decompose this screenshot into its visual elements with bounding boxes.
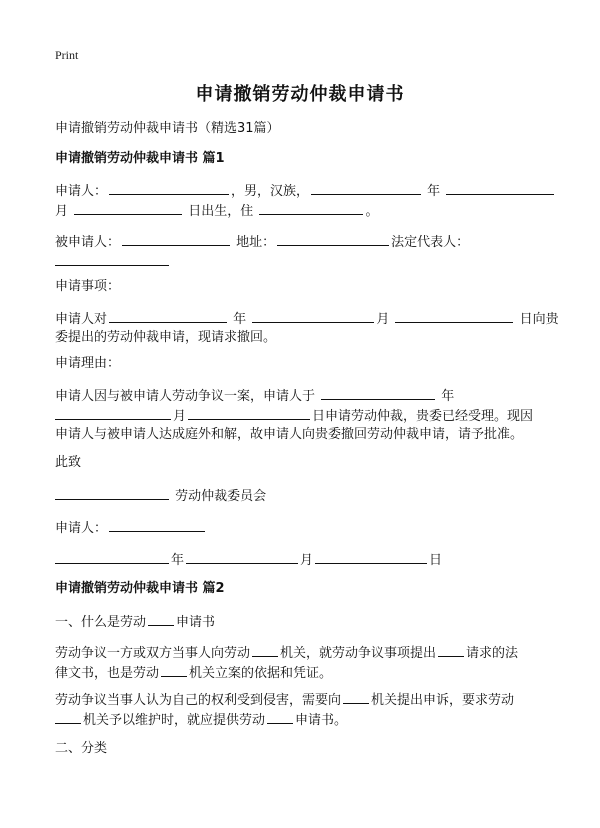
signature-line	[55, 518, 207, 538]
blank-line	[109, 518, 205, 532]
sign-label: 申请人：	[55, 521, 108, 536]
respondent-label: 被申请人：	[55, 235, 121, 250]
gender-ethnicity-text: ，男，汉族，	[231, 184, 310, 199]
point-text: 一、什么是劳动	[55, 615, 147, 630]
reason-text: 申请人因与被申请人劳动争议一案，申请人于	[55, 389, 316, 404]
para-text: 机关予以维护时，就应提供劳动	[83, 713, 266, 728]
blank-line	[188, 406, 310, 420]
para2-line-2	[55, 710, 347, 730]
blank-line	[186, 550, 298, 564]
month-label: 月	[173, 409, 187, 424]
print-label[interactable]: Print	[55, 48, 79, 62]
reason-line-2	[55, 406, 533, 426]
point-1	[55, 612, 215, 632]
blank-line	[438, 643, 464, 657]
salutation: 此致	[55, 455, 82, 470]
blank-line	[55, 710, 81, 724]
blank-line	[321, 386, 435, 400]
point-2: 二、分类	[55, 741, 108, 756]
respondent-line	[55, 232, 469, 252]
period-mark: 。	[365, 204, 379, 219]
blank-line	[122, 232, 230, 246]
birth-line	[55, 201, 378, 221]
para-text: 机关立案的依据和凭证。	[189, 666, 333, 681]
section1-heading: 申请撤销劳动仲裁申请书 篇1	[55, 151, 225, 166]
applicant-line	[55, 181, 556, 201]
para-text: 律文书，也是劳动	[55, 666, 160, 681]
section2-heading: 申请撤销劳动仲裁申请书 篇2	[55, 581, 225, 596]
month-label: 月	[55, 204, 69, 219]
blank-line	[55, 550, 169, 564]
day-label: 日向贵	[519, 312, 559, 327]
blank-line	[55, 406, 171, 420]
para-text: 劳动争议一方或双方当事人向劳动	[55, 646, 251, 661]
blank-line	[109, 181, 229, 195]
blank-line	[311, 181, 421, 195]
reason-line-3: 申请人与被申请人达成庭外和解，故申请人向贵委撤回劳动仲裁申请，请予批准。	[55, 427, 524, 442]
reason-label: 申请理由：	[55, 356, 121, 371]
committee-line	[55, 486, 266, 506]
blank-line	[446, 181, 554, 195]
date-line	[55, 550, 442, 570]
blank-line	[252, 643, 278, 657]
matters-label: 申请事项：	[55, 279, 121, 294]
blank-line	[277, 232, 389, 246]
para-text: 机关，就劳动争议事项提出	[280, 646, 437, 661]
reason-text: 日申请劳动仲裁，贵委已经受理。现因	[312, 409, 534, 424]
matter-text: 申请人对	[55, 312, 108, 327]
matter-line-1	[55, 309, 559, 329]
day-label: 日	[429, 553, 443, 568]
year-label: 年	[427, 184, 441, 199]
applicant-label: 申请人：	[55, 184, 108, 199]
para1-line-1	[55, 643, 518, 663]
blank-line	[74, 201, 182, 215]
year-label: 年	[441, 389, 455, 404]
year-label: 年	[233, 312, 247, 327]
blank-line	[259, 201, 363, 215]
blank-line	[55, 252, 169, 266]
blank-line	[315, 550, 427, 564]
para-text: 请求的法	[466, 646, 519, 661]
blank-line	[252, 309, 374, 323]
born-label: 日出生，住	[188, 204, 254, 219]
blank-line	[148, 612, 174, 626]
matter-line-2: 委提出的劳动仲裁申请，现请求撤回。	[55, 330, 277, 345]
legal-rep-label: 法定代表人：	[391, 235, 470, 250]
blank-line	[161, 663, 187, 677]
document-title: 申请撤销劳动仲裁申请书	[195, 84, 405, 105]
reason-line-1	[55, 386, 454, 406]
month-label: 月	[300, 553, 314, 568]
point-text: 申请书	[176, 615, 216, 630]
month-label: 月	[376, 312, 390, 327]
para2-line-1	[55, 690, 514, 710]
para-text: 申请书。	[295, 713, 348, 728]
blank-line	[55, 486, 169, 500]
blank-line	[109, 309, 227, 323]
subtitle: 申请撤销劳动仲裁申请书（精选31篇）	[55, 121, 280, 136]
blank-line	[267, 710, 293, 724]
blank-line	[343, 690, 369, 704]
year-label: 年	[171, 553, 185, 568]
para1-line-2	[55, 663, 332, 683]
para-text: 劳动争议当事人认为自己的权利受到侵害，需要向	[55, 693, 342, 708]
committee-label: 劳动仲裁委员会	[175, 489, 267, 504]
blank-line	[395, 309, 513, 323]
legal-rep-blank-line	[55, 252, 171, 272]
address-label: 地址：	[236, 235, 276, 250]
para-text: 机关提出申诉，要求劳动	[371, 693, 515, 708]
